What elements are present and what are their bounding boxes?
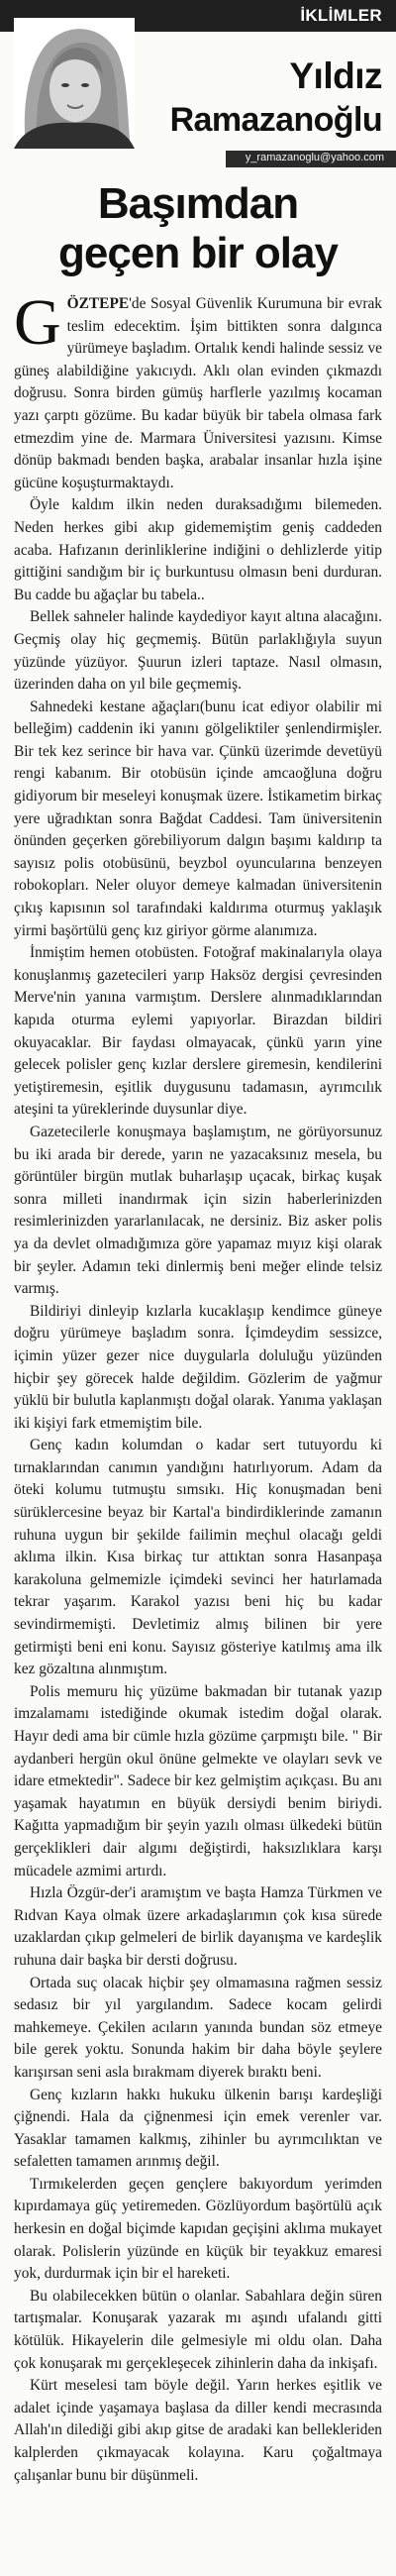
paragraph-text: 'de Sosyal Güvenlik Kurumuna bir evrak teslim edecektim. İşim bittikten sonra dalgınca yürümeye başladım. Ortalık kendi halinde sessiz ve güneş alabildiğine yakıcıydı. Aklı olan evinden çıkmazdı doğrusu. Sonra birden gümüş harflerle yazılmış kocaman yazı çarptı gözüme. Bu kadar büyük bir tabela olmasa fark etmezdim yine de. Marmara Üniversitesi yazısını. Kimse dönüp bakmadı benden başka, arabalar insanlar hızla işine gücüne koşuşturmaktaydı. bbox=[14, 295, 382, 491]
article-body bbox=[14, 293, 382, 2564]
article-paragraph: Bu olabilecekken bütün o olanlar. Sabahlara değin süren tartışmalar. Konuşarak yazarak mı aşındı ufalandı gitti kötülük. Hikayelerin dile gelmesiyle mi oldu olan. Daha çok konuşarak mı gerçekleşecek zihinlerin daha da inkişafı. bbox=[14, 2287, 382, 2372]
article-paragraph: Tırmıkelerden geçen gençlere bakıyordum yerimden kıpırdamaya güç yetiremeden. Gözlüyordum başörtülü açık herkesin en doğal biçimde kapıdan geçişini aklıma mukayet olarak. Polislerin yüzünde en küçük bir teyakkuz emaresi yok, durdurmak için bir el hareketi. bbox=[14, 2175, 382, 2283]
author-photo bbox=[14, 18, 135, 149]
article-paragraph: Kürt meselesi tam böyle değil. Yarın herkes eşitlik ve adalet içinde yaşamaya başlasa da diller kendi mecrasında Allah'ın dilediği gibi akıp gitse de aradaki kan bellekleriden kalplerden çıkmayacak kolayına. Karu çoğaltmaya çalışanlar bunu bir düşünmeli. bbox=[14, 2377, 382, 2484]
article-paragraph: Öyle kaldım ilkin neden duraksadığımı bilemeden. Neden herkes gibi akıp gidememiştim geniş caddeden acaba. Hafızanın derinliklerine indiğini o dehlizlerde yitip gittiğini sandığım bir iç burkuntusu olmasın beni durduran. Bu cadde bu ağaçlar bu tabela.. bbox=[14, 496, 382, 603]
article-paragraph bbox=[14, 293, 382, 494]
article-paragraph: Polis memuru hiç yüzüme bakmadan bir tutanak yazıp imzalamamı istediğinde okumak istedim doğal olarak. Hayır dedi ama bir cümle hızla gözüme çarpmıştı bile. " Bir aydanberi hergün okul önüne gelmekte ve olayları sevk ve idare etmektedir". Sadece bir kez gelmiştim açıkçası. Bu anı yaşamak hayatımın en büyük dersiydi benim biriydi. Kağıtta yapmadığım bir şeyin yazılı olması ülkedeki bütün gerçeklikleri dair algımı değiştirdi, haksızlıklara karşı mücadele azmimi artırdı. bbox=[14, 1682, 382, 1879]
article-paragraph: Bellek sahneler halinde kaydediyor kayıt altına alacağını. Geçmiş olay hiç geçmemiş. Bütün parlaklığıyla suyun yüzünde yüzüyor. Şuurun izleri taptaze. Nasıl olmasın, üzerinden daha on yıl bile geçmemiş. bbox=[14, 608, 382, 694]
author-email[interactable]: y_ramazanoglu@yahoo.com bbox=[245, 152, 384, 163]
drop-cap: G bbox=[14, 293, 61, 359]
author-email-bar bbox=[226, 151, 396, 167]
lead-caps: ÖZTEPE bbox=[66, 295, 130, 312]
article-paragraph: İnmiştim hemen otobüsten. Fotoğraf makinalarıyla olaya konuşlanmış gazetecileri yarıp Haksöz dergisi çevresinden Merve'nin yanına varmıştım. Derslere alınmadıklarından kapıda oturma eylemi yapıyorlar. Birazdan bildiri okuyacaklar. Bir faydası olmayacak, çünkü yarın yine gelecek polisler genç kızlar derslere giremesin, kendilerini yetiştiremesin, eşitlik duygusunu tadamasın, ayrımcılık ateşini ta yüreklerinde duysunlar diye. bbox=[14, 944, 382, 1119]
article-paragraph: Bildiriyi dinleyip kızlarla kucaklaşıp kendimce güneye doğru yürümeye başladım sonra. İçimdeydim sessizce, içimin yüzer gezer nice duygularla doluluğu yüzünden hiçbir şey görecek halde değildim. Gözlerim de yağmur yüklü bir bulutla kaplanmıştı doğal olarak. Yanıma yaklaşan iki kişiyi fark etmemiştim bile. bbox=[14, 1302, 382, 1432]
article-paragraph: Hızla Özgür-der'i aramıştım ve başta Hamza Türkmen ve Rıdvan Kaya olmak üzere arkadaşlarımın çok kısa sürede uzaklardan çıkıp gelmeleri de birlik dayanışma ve kardeşlik ruhuna dair başka bir dersti doğrusu. bbox=[14, 1884, 382, 1969]
author-portrait-image bbox=[14, 18, 135, 149]
author-last-name: Ramazanoğlu bbox=[169, 101, 382, 139]
author-first-name: Yıldız bbox=[289, 55, 382, 96]
headline-line-2: geçen bir olay bbox=[58, 229, 338, 277]
article-paragraph: Genç kızların hakkı hukuku ülkenin barışı kardeşliği çiğnendi. Hala da çiğnenmesi için emek verenler var. Yasaklar tamamen kalkmış, zihinler bu ayrımcılıktan ve sefaletten tamamen arınmış değil. bbox=[14, 2086, 382, 2171]
article-paragraph: Genç kadın kolumdan o kadar sert tutuyordu ki tırnaklarından canımın yandığını hatırlıyorum. Adam da öteki kolumu tutmuştu sımsıkı. Hiç konuşmadan beni sürüklercesine beyaz bir Kartal'a bindirdiklerinde zamanın ruhuna uygun bir şekilde failimin meçhul olacağı geldi aklıma ilkin. Kısa birkaç tur attıktan sonra Hasanpaşa karakoluna gelmemizle içimdeki sevinci her hatırlamada tekrar yaşarım. Karakol yazısı beni hiç bu kadar sevindirmemişti. Devletimiz almış bilinen bir yere getirmişti beni eni konu. Sayısız gösteriye katılmış ama ilk kez gözaltına alınmıştım. bbox=[14, 1437, 382, 1678]
section-label: İKLİMLER bbox=[300, 6, 382, 25]
headline-line-1: Başımdan bbox=[97, 179, 299, 228]
article-paragraph: Ortada suç olacak hiçbir şey olmamasına rağmen sessiz sedasız bir yıl yargılandım. Sadece kocam gelirdi mahkemeye. Çekilen acıların yanında bundan söz etmeye bile gerek yoktu. Sonunda hakim bir daha böyle şeylere karışırsan seni asla bırakmam diyerek bıraktı beni. bbox=[14, 1974, 382, 2081]
article-paragraph: Gazetecilerle konuşmaya başlamıştım, ne görüyorsunuz bu iki arada bir derede, yarın ne yazacaksınız mesela, bu görüntüler birgün mutlak buharlaşıp uçacak, birkaç kuşak sonra milleti inandırmak için sizin haberlerinizden resimlerinizden yararlanılacak, ne dersiniz. Biz asker polis ya da devlet olmadığımıza göre yapamaz mıyız kişi olarak bir şeyler. Adamın teki dinlermiş beni meğer elinde telsiz varmış. bbox=[14, 1123, 382, 1298]
article-paragraph: Sahnedeki kestane ağaçları(bunu icat ediyor olabilir mi belleğim) caddenin iki yanını gölgeliktiler şenlendirmişler. Bir tek kez serince bir hava var. Çünkü üzerimde devetüyü rengi kabanım. Bir otobüsün içinde amcaoğluna doğru gidiyorum bir meseleyi konuşmak üzere. İstikametim birkaç yere uğradıktan sonra Bağdat Caddesi. Tam üniversitenin önünden geçerken görebiliyorum dalgın başımı kaldırıp ta sayısız polis otobüsünü, beyzbol oyuncularına benzeyen robokopları. Neler oluyor demeye kalmadan üniversitenin çıkış kapısının sol tarafındaki kaldırıma oturmuş yaklaşık yirmi başörtülü genç kız giriyor görme alanımıza. bbox=[14, 698, 382, 939]
